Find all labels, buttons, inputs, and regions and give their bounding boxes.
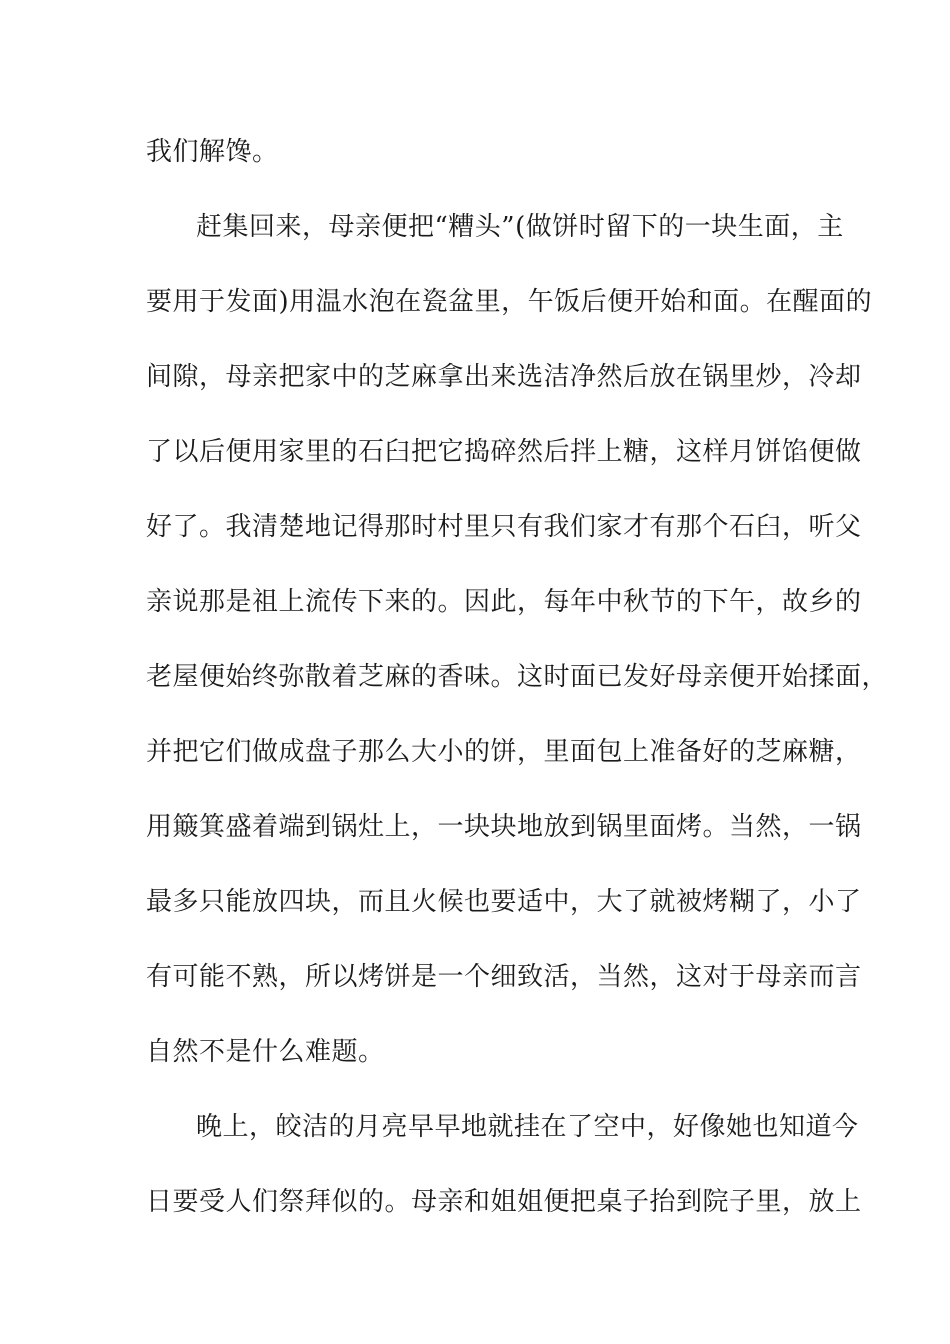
text-line: 用簸箕盛着端到锅灶上，一块块地放到锅里面烤。当然，一锅 [146,812,862,842]
text-line: 老屋便始终弥散着芝麻的香味。这时面已发好母亲便开始揉面， [146,662,889,692]
text-line: 最多只能放四块，而且火候也要适中，大了就被烤糊了，小了 [146,887,862,917]
text-line: 并把它们做成盘子那么大小的饼，里面包上准备好的芝麻糖， [146,737,862,767]
text-line: 好了。我清楚地记得那时村里只有我们家才有那个石臼，听父 [146,512,862,542]
text-line: 了以后便用家里的石臼把它捣碎然后拌上糖，这样月饼馅便做 [146,437,862,467]
text-line: 日要受人们祭拜似的。母亲和姐姐便把桌子抬到院子里，放上 [146,1187,862,1217]
text-line: 间隙，母亲把家中的芝麻拿出来选洁净然后放在锅里炒，冷却 [146,362,862,392]
text-line: 有可能不熟，所以烤饼是一个细致活，当然，这对于母亲而言 [146,962,862,992]
paragraph-first-line: 赶集回来，母亲便把“糟头”(做饼时留下的一块生面，主 [196,212,844,242]
text-line: 我们解馋。 [146,137,279,167]
paragraph-first-line: 晚上，皎洁的月亮早早地就挂在了空中，好像她也知道今 [196,1112,859,1142]
text-line: 自然不是什么难题。 [146,1037,385,1067]
text-line: 亲说那是祖上流传下来的。因此，每年中秋节的下午，故乡的 [146,587,862,617]
text-line: 要用于发面)用温水泡在瓷盆里，午饭后便开始和面。在醒面的 [146,287,873,317]
